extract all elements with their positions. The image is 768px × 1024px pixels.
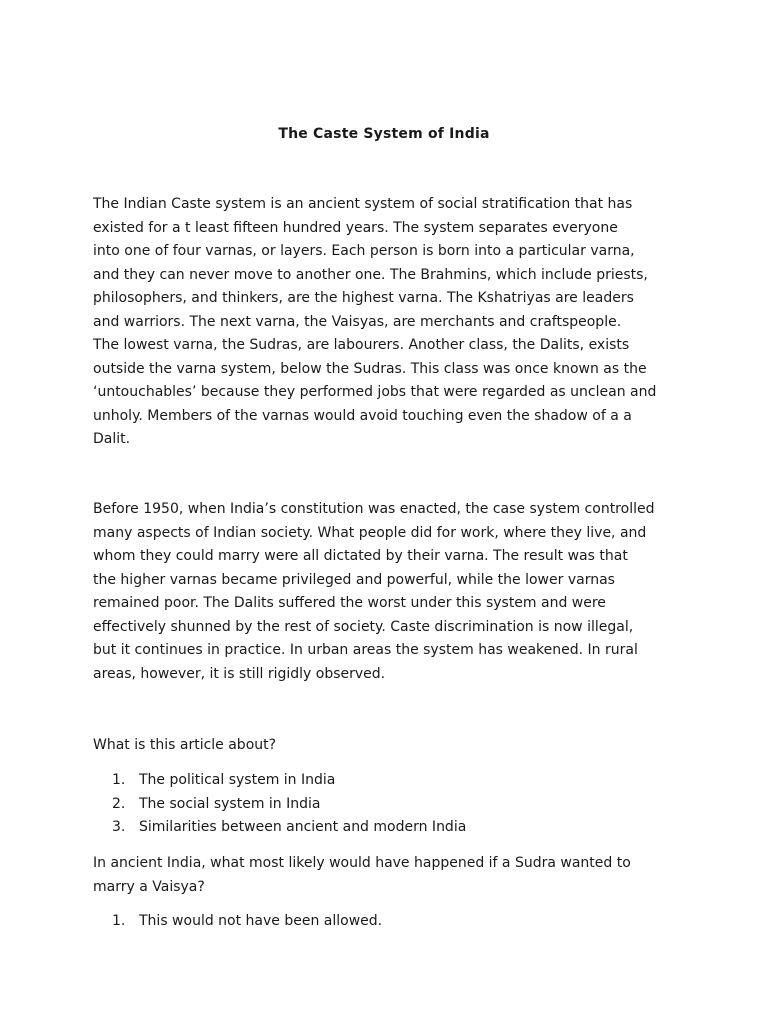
paragraph-line: areas, however, it is still rigidly observed. (93, 665, 386, 682)
question-2 (93, 852, 673, 899)
option-text: The political system in India (139, 772, 336, 788)
question-1 (93, 734, 673, 758)
paragraph-intro (93, 193, 673, 452)
paragraph-history (93, 498, 673, 686)
option-number: 1. (112, 772, 126, 788)
answer-option (112, 769, 466, 793)
paragraph-line: The lowest varna, the Sudras, are labourers. Another class, the Dalits, exists (93, 337, 630, 353)
paragraph-line: whom they could marry were all dictated by their varna. The result was that (93, 548, 628, 564)
answer-option (112, 793, 466, 817)
question-text: What is this article about? (93, 737, 277, 753)
paragraph-line: Before 1950, when India’s constitution was enacted, the case system controlled (93, 501, 655, 517)
paragraph-line: many aspects of Indian society. What people did for work, where they live, and (93, 524, 647, 541)
option-text: The social system in India (139, 795, 321, 812)
option-text: This would not have been allowed. (139, 913, 383, 929)
paragraph-line: remained poor. The Dalits suffered the worst under this system and were (93, 595, 606, 611)
paragraph-line: into one of four varnas, or layers. Each person is born into a particular varna, (93, 243, 635, 259)
paragraph-line: Dalit. (93, 431, 131, 447)
paragraph-line: existed for a t least fifteen hundred years. The system separates everyone (93, 219, 618, 236)
question-2-options (112, 910, 382, 934)
option-text: Similarities between ancient and modern India (139, 819, 467, 835)
paragraph-line: effectively shunned by the rest of society. Caste discrimination is now illegal, (93, 618, 634, 635)
paragraph-line: outside the varna system, below the Sudras. This class was once known as the (93, 360, 647, 377)
paragraph-line: ‘untouchables’ because they performed jobs that were regarded as unclean and (93, 384, 657, 400)
question-1-options (112, 769, 466, 840)
paragraph-line: The Indian Caste system is an ancient system of social stratification that has (93, 196, 633, 212)
paragraph-line: but it continues in practice. In urban areas the system has weakened. In rural (93, 642, 638, 658)
paragraph-line: and warriors. The next varna, the Vaisyas, are merchants and craftspeople. (93, 313, 622, 330)
paragraph-line: the higher varnas became privileged and powerful, while the lower varnas (93, 571, 615, 588)
option-number: 1. (112, 913, 126, 929)
question-text-line: In ancient India, what most likely would have happened if a Sudra wanted to (93, 855, 631, 871)
paragraph-line: and they can never move to another one. The Brahmins, which include priests, (93, 266, 648, 283)
question-text-line: marry a Vaisya? (93, 878, 205, 895)
document-title: The Caste System of India (278, 126, 490, 142)
answer-option (112, 816, 466, 840)
option-number: 3. (112, 819, 126, 835)
paragraph-line: unholy. Members of the varnas would avoid touching even the shadow of a a (93, 407, 632, 424)
option-number: 2. (112, 795, 126, 812)
paragraph-line: philosophers, and thinkers, are the highest varna. The Kshatriyas are leaders (93, 290, 634, 306)
answer-option (112, 910, 382, 934)
